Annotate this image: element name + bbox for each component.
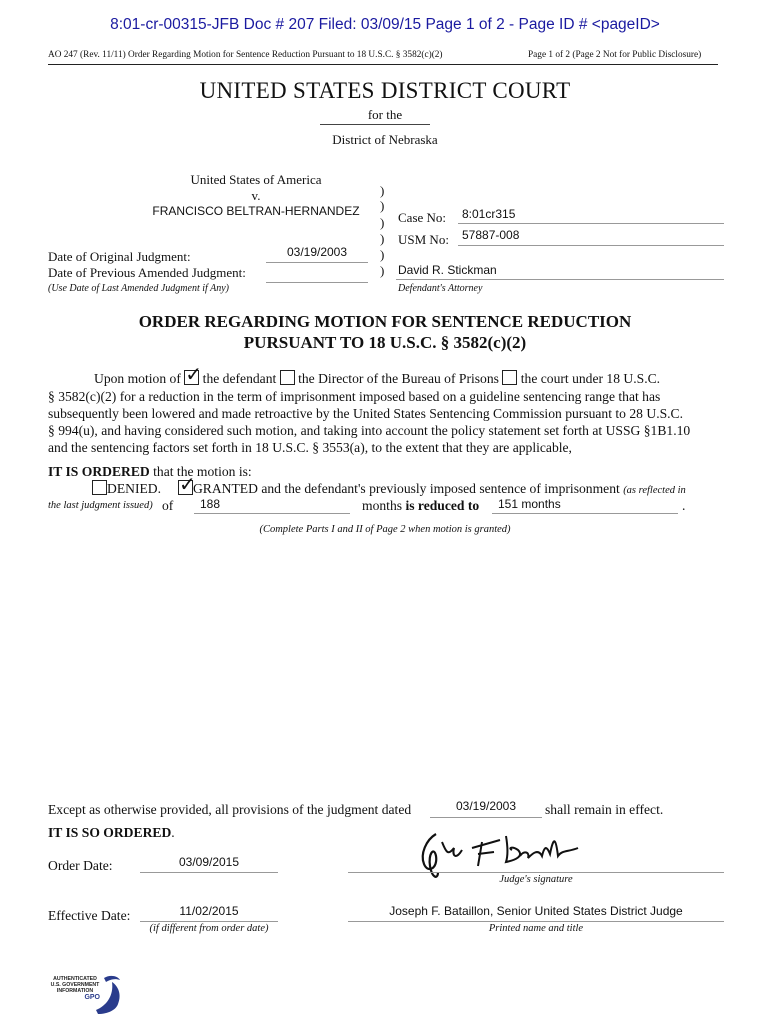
- so-ordered-period: .: [171, 825, 175, 840]
- motion-line3: subsequently been lowered and made retroactive by the United States Sentencing Commission pursuant to 28 U.S.C.: [48, 406, 684, 421]
- seal-line: U.S. GOVERNMENT: [50, 982, 100, 988]
- court-checkbox[interactable]: [502, 370, 517, 385]
- checkmark-icon: ✓: [178, 472, 196, 496]
- granted-checkbox[interactable]: [178, 472, 196, 496]
- is-reduced-to: is reduced to: [405, 498, 480, 513]
- effective-note: (if different from order date): [149, 923, 269, 934]
- checkmark-icon: ✓: [185, 362, 203, 386]
- as-reflected: (as reflected in: [623, 485, 686, 496]
- upon-motion-of: Upon motion of: [94, 371, 181, 386]
- amended-judgment-label: Date of Previous Amended Judgment:: [48, 265, 246, 280]
- plaintiff: United States of America: [190, 172, 322, 187]
- court-title: UNITED STATES DISTRICT COURT: [199, 78, 571, 103]
- defendant-option-label: the defendant: [202, 371, 277, 386]
- prior-months-field[interactable]: 188: [194, 497, 350, 514]
- judge-name-field[interactable]: Joseph F. Bataillon, Senior United States District Judge: [348, 904, 724, 922]
- caption-paren: ): [380, 231, 385, 246]
- attorney-field[interactable]: David R. Stickman: [396, 263, 724, 280]
- so-ordered-line: [48, 825, 175, 841]
- page-note: Page 1 of 2 (Page 2 Not for Public Disclosure): [528, 50, 702, 60]
- defendant-checkbox[interactable]: [184, 362, 203, 386]
- district: District of Nebraska: [332, 132, 438, 147]
- district-rule: [320, 124, 430, 125]
- eagle-logo-icon: [92, 972, 126, 1016]
- signature-line: [348, 871, 724, 873]
- denied-checkbox[interactable]: [92, 480, 107, 495]
- denied-label: DENIED.: [107, 481, 161, 496]
- court-option-label: the court under 18 U.S.C.: [520, 371, 661, 386]
- caption-paren: ): [380, 183, 385, 198]
- printed-name-label: Printed name and title: [488, 923, 584, 934]
- original-judgment-date[interactable]: 03/19/2003: [266, 245, 368, 263]
- for-the: for the: [367, 107, 403, 122]
- sentence-period: .: [682, 498, 686, 513]
- motion-line1: [94, 362, 661, 387]
- case-no-label: Case No:: [398, 210, 447, 225]
- caption-paren: ): [380, 215, 385, 230]
- so-ordered: IT IS SO ORDERED: [48, 825, 172, 840]
- caption-paren: ): [380, 247, 385, 262]
- defendant-name: FRANCISCO BELTRAN-HERNANDEZ: [152, 204, 360, 218]
- usm-no-label: USM No:: [398, 232, 449, 247]
- ordered-line: [48, 464, 252, 480]
- months-reduced-label: [362, 498, 479, 514]
- months-label: months: [362, 498, 403, 513]
- attorney-label: Defendant's Attorney: [398, 283, 483, 294]
- motion-line4: § 994(u), and having considered such motion, and taking into account the policy statement set forth at USSG §1B1.10: [48, 423, 691, 438]
- header-rule: [48, 64, 718, 65]
- motion-line5: and the sentencing factors set forth in 18 U.S.C. § 3553(a), to the extent that they are applicable,: [48, 440, 572, 455]
- complete-note: (Complete Parts I and II of Page 2 when motion is granted): [259, 524, 511, 535]
- new-sentence-field[interactable]: 151 months: [492, 497, 678, 514]
- motion-line2: § 3582(c)(2) for a reduction in the term of imprisonment imposed based on a guideline sentencing range that has: [48, 389, 661, 404]
- disposition-line: [92, 472, 686, 497]
- seal-gpo: GPO: [84, 994, 100, 1001]
- seal-line: AUTHENTICATED: [53, 976, 97, 982]
- caption-paren: ): [380, 263, 385, 278]
- remain-text: shall remain in effect.: [545, 802, 664, 817]
- last-judgment: the last judgment issued): [48, 500, 153, 511]
- amended-judgment-date[interactable]: [266, 265, 368, 283]
- usm-no-field[interactable]: 57887-008: [458, 228, 724, 246]
- director-option-label: the Director of the Bureau of Prisons: [298, 371, 499, 386]
- order-title-line2: PURSUANT TO 18 U.S.C. § 3582(c)(2): [243, 333, 527, 352]
- form-number: AO 247 (Rev. 11/11) Order Regarding Motion for Sentence Reduction Pursuant to 18 U.S.C. § 3582(c)(2): [48, 50, 443, 60]
- that-the-motion-is: that the motion is:: [153, 464, 252, 479]
- of-label: of: [162, 498, 174, 513]
- versus: v.: [251, 188, 261, 203]
- seal-line: INFORMATION: [56, 988, 94, 994]
- case-no-field[interactable]: 8:01cr315: [458, 207, 724, 224]
- it-is-ordered: IT IS ORDERED: [48, 464, 150, 479]
- order-title-line1: ORDER REGARDING MOTION FOR SENTENCE REDUCTION: [138, 312, 632, 331]
- order-date-label: Order Date:: [48, 858, 113, 873]
- docket-banner: 8:01-cr-00315-JFB Doc # 207 Filed: 03/09/15 Page 1 of 2 - Page ID # <pageID>: [110, 16, 660, 33]
- effective-date-label: Effective Date:: [48, 908, 131, 923]
- order-date-field[interactable]: 03/09/2015: [140, 855, 278, 873]
- except-text: Except as otherwise provided, all provisions of the judgment dated: [48, 802, 412, 817]
- granted-label: GRANTED and the defendant's previously imposed sentence of imprisonment: [192, 481, 620, 496]
- caption-paren: ): [380, 198, 385, 213]
- director-checkbox[interactable]: [280, 370, 295, 385]
- original-judgment-label: Date of Original Judgment:: [48, 249, 191, 264]
- judgment-date-field[interactable]: 03/19/2003: [430, 799, 542, 818]
- judge-signature-label: Judge's signature: [499, 874, 573, 885]
- effective-date-field[interactable]: 11/02/2015: [140, 904, 278, 922]
- amended-note: (Use Date of Last Amended Judgment if Any): [48, 283, 229, 294]
